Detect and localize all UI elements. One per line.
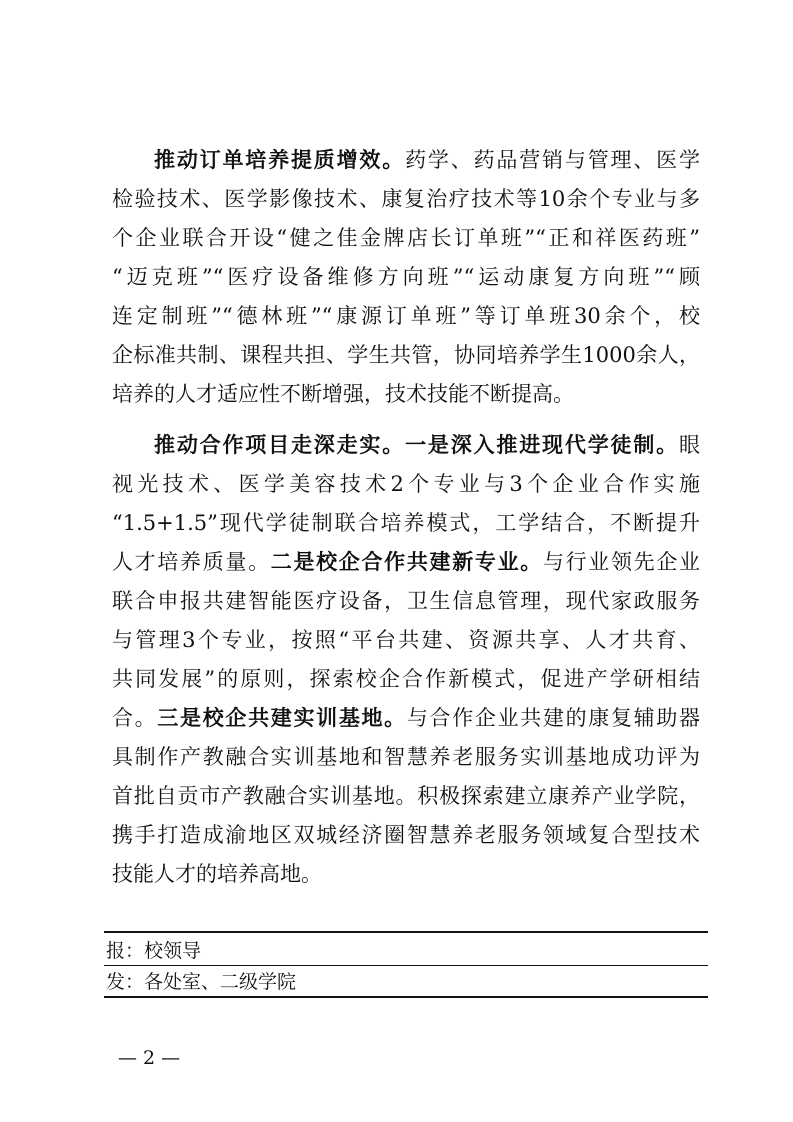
paragraph-2-line-5: 联合申报共建智能医疗设备，卫生信息管理，现代家政服务 bbox=[112, 589, 700, 613]
paragraph-2-line-2: 视光技术、医学美容技术2个专业与3个企业合作实施 bbox=[112, 472, 700, 496]
footer-top-rule bbox=[104, 931, 708, 933]
bold-heading: 三是校企共建实训基地。 bbox=[157, 706, 407, 730]
paragraph-1-line-2: 检验技术、医学影像技术、康复治疗技术等10余个专业与多 bbox=[112, 187, 700, 211]
bold-heading: 推动合作项目走深走实。一是深入推进现代学徒制。 bbox=[154, 433, 679, 457]
body-text: 合。 bbox=[112, 706, 158, 730]
paragraph-2-line-6: 与管理3个专业，按照“平台共建、资源共享、人才共育、 bbox=[112, 628, 700, 652]
report-to-line: 报：校领导 bbox=[106, 940, 202, 962]
paragraph-2-line-12: 技能人才的培养高地。 bbox=[112, 862, 322, 886]
send-to-line: 发：各处室、二级学院 bbox=[106, 971, 297, 993]
bold-heading: 推动订单培养提质增效。 bbox=[154, 148, 406, 172]
paragraph-1-line-6: 企标准共制、课程共担、学生共管，协同培养学生1000余人， bbox=[112, 343, 700, 367]
body-text: 人才培养质量。 bbox=[112, 550, 271, 574]
body-text: 药学、药品营销与管理、医学 bbox=[405, 148, 701, 172]
paragraph-2-line-7: 共同发展”的原则，探索校企合作新模式，促进产学研相结 bbox=[112, 667, 700, 691]
body-text: 与合作企业共建的康复辅助器 bbox=[406, 706, 701, 730]
body-text: 眼 bbox=[679, 433, 700, 457]
paragraph-2-line-1 bbox=[154, 432, 700, 458]
paragraph-2-line-11: 携手打造成渝地区双城经济圈智慧养老服务领域复合型技术 bbox=[112, 823, 700, 847]
footer-middle-rule bbox=[104, 965, 708, 966]
bold-heading: 二是校企合作共建新专业。 bbox=[270, 550, 543, 574]
paragraph-2-line-4 bbox=[112, 549, 700, 575]
body-text: 与行业领先企业 bbox=[542, 550, 701, 574]
paragraph-1-line-7: 培养的人才适应性不断增强，技术技能不断提高。 bbox=[112, 382, 574, 406]
paragraph-1-line-4: “迈克班”“医疗设备维修方向班”“运动康复方向班”“顾 bbox=[112, 265, 700, 289]
footer-bottom-rule bbox=[104, 996, 708, 998]
paragraph-1-line-5: 连定制班”“德林班”“康源订单班”等订单班30余个，校 bbox=[112, 304, 700, 328]
paragraph-1-line-3: 个企业联合开设“健之佳金牌店长订单班”“正和祥医药班” bbox=[112, 226, 700, 250]
paragraph-2-line-9: 具制作产教融合实训基地和智慧养老服务实训基地成功评为 bbox=[112, 745, 700, 769]
paragraph-1-line-1 bbox=[154, 147, 700, 173]
paragraph-2-line-8 bbox=[112, 705, 700, 731]
page-number: — 2 — bbox=[118, 1047, 181, 1069]
paragraph-2-line-10: 首批自贡市产教融合实训基地。积极探索建立康养产业学院， bbox=[112, 784, 700, 808]
paragraph-2-line-3: “1.5+1.5”现代学徒制联合培养模式，工学结合，不断提升 bbox=[112, 511, 700, 535]
